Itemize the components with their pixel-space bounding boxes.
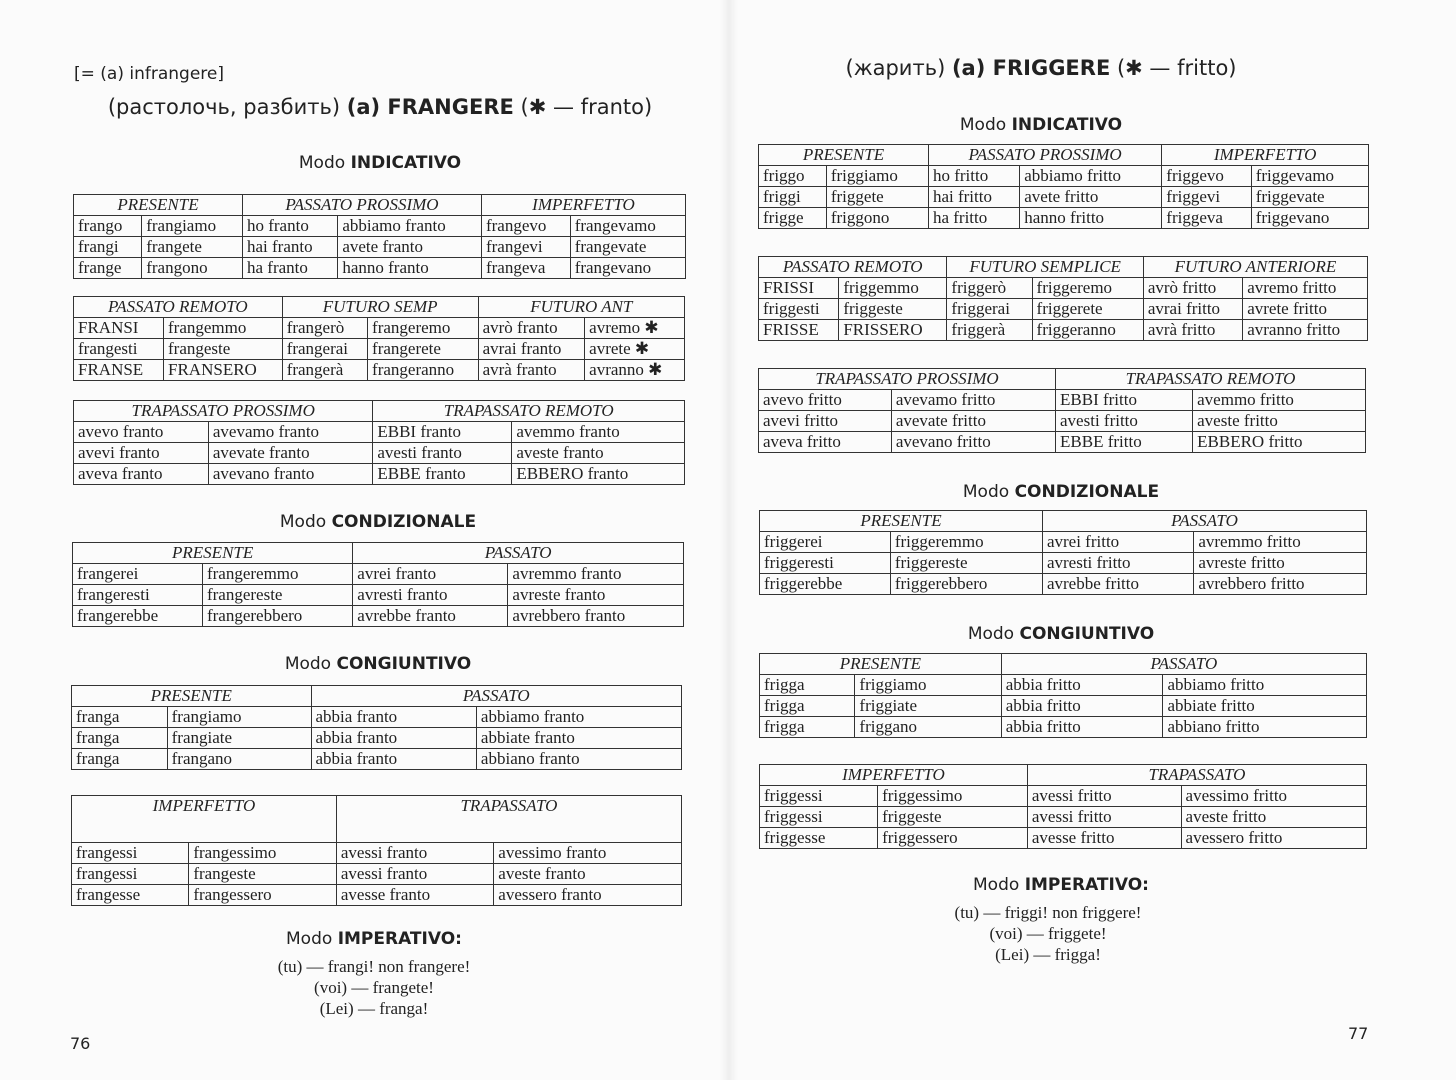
table-cell: friggevano: [1251, 208, 1368, 229]
table-cell: avessimo franto: [494, 843, 682, 864]
table-cell: ho franto: [242, 216, 337, 237]
table-cell: abbia fritto: [1001, 696, 1163, 717]
table-cell: avevano fritto: [891, 432, 1055, 453]
table-row: [72, 728, 682, 749]
table-cell: abbiano fritto: [1163, 717, 1367, 738]
table-cell: frangeste: [164, 339, 283, 360]
auxiliary: (a): [346, 95, 388, 119]
table-cell: avesse fritto: [1027, 828, 1181, 849]
table-cell: friggesse: [760, 828, 878, 849]
table-cell: avevo franto: [74, 422, 209, 443]
table-row: [74, 258, 686, 279]
table-cell: frangessero: [189, 885, 337, 906]
table-cell: friggessi: [760, 786, 878, 807]
table-cell: avresti franto: [353, 585, 508, 606]
header-cell: IMPERFETTO: [72, 796, 337, 843]
table-cell: frangereste: [202, 585, 352, 606]
table-cell: avevano franto: [208, 464, 373, 485]
table-cell: avrai fritto: [1143, 299, 1242, 320]
table-cell: frigga: [760, 675, 855, 696]
table-cell: frangerai: [282, 339, 367, 360]
table-cell: avevi fritto: [759, 411, 892, 432]
mode-congiuntivo-heading: Modo CONGIUNTIVO: [967, 624, 1155, 644]
mode-congiuntivo-heading: Modo CONGIUNTIVO: [284, 654, 472, 674]
table-cell: hanno fritto: [1020, 208, 1162, 229]
table-row: [74, 318, 685, 339]
table-row: [759, 320, 1368, 341]
table-row: [73, 585, 684, 606]
table-cell: frangeremmo: [202, 564, 352, 585]
table-row: [760, 786, 1367, 807]
table-cell: frangevate: [570, 237, 685, 258]
table-condizionale: [72, 542, 684, 627]
table-cell: friggessi: [760, 807, 878, 828]
table-cell: friggereste: [890, 553, 1042, 574]
mode-indicativo-heading: Modo INDICATIVO: [959, 115, 1123, 135]
table-cell: friggeremo: [1032, 278, 1143, 299]
table-row: [74, 443, 685, 464]
table-cell: avessi fritto: [1027, 807, 1181, 828]
table-cell: EBBERO franto: [512, 464, 685, 485]
table-cell: avete franto: [338, 237, 482, 258]
table-cell: EBBI fritto: [1056, 390, 1193, 411]
table-row: [759, 411, 1366, 432]
table-cell: avessi franto: [336, 864, 493, 885]
table-row: [759, 390, 1366, 411]
table-cell: abbiano franto: [476, 749, 681, 770]
table-row: [72, 707, 682, 728]
table-cell: abbiate fritto: [1163, 696, 1367, 717]
table-cell: hai franto: [242, 237, 337, 258]
table-cell: frangeva: [481, 258, 570, 279]
table-cell: frangiamo: [142, 216, 243, 237]
translation: (растолочь, разбить): [107, 95, 347, 119]
table-cell: avrai franto: [478, 339, 585, 360]
mode-condizionale-heading: Modo CONDIZIONALE: [962, 482, 1160, 502]
table-congiuntivo-2: [71, 795, 682, 906]
header-cell: PRESENTE: [73, 543, 353, 564]
header-cell: TRAPASSATO: [336, 796, 681, 843]
table-cell: friggeremmo: [890, 532, 1042, 553]
table-cell: avrete ✱: [585, 339, 685, 360]
mode-imperativo-heading: Modo IMPERATIVO:: [973, 875, 1149, 895]
table-row: [72, 864, 682, 885]
table-cell: avresti fritto: [1042, 553, 1193, 574]
table-cell: FRANSE: [74, 360, 164, 381]
table-cell: friggano: [855, 717, 1001, 738]
header-cell: PRESENTE: [760, 654, 1002, 675]
table-cell: avevamo franto: [208, 422, 373, 443]
header-cell: TRAPASSATO: [1027, 765, 1366, 786]
table-cell: frangeranno: [368, 360, 479, 381]
table-cell: frangeresti: [73, 585, 203, 606]
table-cell: friggerai: [947, 299, 1032, 320]
translation: (жарить): [845, 56, 952, 80]
header-cell: FUTURO ANT: [478, 297, 684, 318]
table-cell: avremo ✱: [585, 318, 685, 339]
table-cell: frangesse: [72, 885, 189, 906]
table-cell: avremmo franto: [508, 564, 684, 585]
table-cell: friggeste: [878, 807, 1028, 828]
imperativo-line: (tu) — friggi! non friggere!: [954, 903, 1142, 922]
table-cell: avreste fritto: [1194, 553, 1367, 574]
header-cell: FUTURO ANTERIORE: [1143, 257, 1367, 278]
table-cell: avevi franto: [74, 443, 209, 464]
table-cell: avemmo fritto: [1193, 390, 1366, 411]
table-congiuntivo-2: [759, 764, 1367, 849]
table-cell: aveste franto: [512, 443, 685, 464]
table-cell: frangerete: [368, 339, 479, 360]
table-row: [72, 749, 682, 770]
table-row: [760, 696, 1367, 717]
table-cell: aveste fritto: [1193, 411, 1366, 432]
table-row: [74, 216, 686, 237]
table-indicativo-1: [758, 144, 1369, 229]
table-cell: avremo fritto: [1243, 278, 1368, 299]
table-indicativo-3: [73, 400, 685, 485]
table-cell: frango: [74, 216, 142, 237]
table-cell: avrà franto: [478, 360, 585, 381]
table-cell: frangevo: [481, 216, 570, 237]
page-number: 76: [70, 1034, 91, 1053]
table-row: [72, 843, 682, 864]
table-cell: frangiate: [167, 728, 311, 749]
header-cell: PASSATO REMOTO: [74, 297, 283, 318]
table-cell: avessimo fritto: [1181, 786, 1366, 807]
table-cell: frangesti: [74, 339, 164, 360]
header-cell: PASSATO PROSSIMO: [928, 145, 1161, 166]
table-row: [759, 278, 1368, 299]
table-cell: FRANSI: [74, 318, 164, 339]
table-cell: frangevano: [570, 258, 685, 279]
table-cell: avesti franto: [373, 443, 512, 464]
table-row: [760, 717, 1367, 738]
table-cell: friggerebbe: [760, 574, 891, 595]
table-cell: friggi: [759, 187, 827, 208]
table-cell: friggemmo: [839, 278, 947, 299]
table-cell: friggevamo: [1251, 166, 1368, 187]
table-cell: avessero franto: [494, 885, 682, 906]
table-cell: frangevi: [481, 237, 570, 258]
table-row: [74, 360, 685, 381]
table-cell: frigga: [760, 717, 855, 738]
table-cell: ha franto: [242, 258, 337, 279]
header-cell: PRESENTE: [74, 195, 243, 216]
table-indicativo-2: [758, 256, 1368, 341]
header-cell: PASSATO: [1001, 654, 1366, 675]
participle: (✱ — franto): [513, 95, 653, 119]
table-cell: avrebbe fritto: [1042, 574, 1193, 595]
table-cell: avete fritto: [1020, 187, 1162, 208]
table-cell: friggerebbero: [890, 574, 1042, 595]
table-row: [74, 422, 685, 443]
header-cell: PASSATO: [353, 543, 684, 564]
table-cell: avrà fritto: [1143, 320, 1242, 341]
table-row: [759, 432, 1366, 453]
table-cell: avrò fritto: [1143, 278, 1242, 299]
header-cell: TRAPASSATO REMOTO: [373, 401, 685, 422]
table-cell: frangevamo: [570, 216, 685, 237]
table-cell: friggeranno: [1032, 320, 1143, 341]
table-cell: avevo fritto: [759, 390, 892, 411]
header-cell: FUTURO SEMPLICE: [947, 257, 1143, 278]
table-congiuntivo-1: [71, 685, 682, 770]
table-indicativo-2: [73, 296, 685, 381]
table-cell: friggessero: [878, 828, 1028, 849]
table-cell: abbiamo fritto: [1020, 166, 1162, 187]
table-cell: avrebbero franto: [508, 606, 684, 627]
table-cell: aveste fritto: [1181, 807, 1366, 828]
table-cell: abbia franto: [311, 749, 476, 770]
header-cell: PASSATO: [1042, 511, 1366, 532]
table-cell: avevate franto: [208, 443, 373, 464]
table-cell: avessi franto: [336, 843, 493, 864]
table-cell: abbia fritto: [1001, 717, 1163, 738]
table-cell: ha fritto: [928, 208, 1019, 229]
table-cell: FRANSERO: [164, 360, 283, 381]
table-cell: avranno ✱: [585, 360, 685, 381]
table-cell: friggeva: [1162, 208, 1251, 229]
table-cell: aveva franto: [74, 464, 209, 485]
table-row: [760, 828, 1367, 849]
table-row: [760, 532, 1367, 553]
table-cell: avrei franto: [353, 564, 508, 585]
table-row: [759, 299, 1368, 320]
table-cell: hai fritto: [928, 187, 1019, 208]
right-page: [728, 0, 1456, 1080]
table-cell: frangerebbero: [202, 606, 352, 627]
table-row: [760, 553, 1367, 574]
table-cell: avesse franto: [336, 885, 493, 906]
table-cell: hanno franto: [338, 258, 482, 279]
table-cell: avrò franto: [478, 318, 585, 339]
table-row: [72, 885, 682, 906]
table-cell: friggiate: [855, 696, 1001, 717]
table-cell: avremmo fritto: [1194, 532, 1367, 553]
table-cell: EBBE fritto: [1056, 432, 1193, 453]
table-cell: ho fritto: [928, 166, 1019, 187]
header-cell: IMPERFETTO: [1162, 145, 1369, 166]
verb-title: [728, 56, 1354, 80]
table-cell: frigga: [760, 696, 855, 717]
table-cell: EBBI franto: [373, 422, 512, 443]
header-cell: PASSATO: [311, 686, 681, 707]
table-cell: franga: [72, 707, 168, 728]
table-row: [760, 807, 1367, 828]
table-indicativo-3: [758, 368, 1366, 453]
table-cell: frangi: [74, 237, 142, 258]
table-cell: friggeresti: [760, 553, 891, 574]
table-row: [759, 208, 1369, 229]
table-cell: frangerebbe: [73, 606, 203, 627]
table-cell: friggo: [759, 166, 827, 187]
mode-indicativo-heading: Modo INDICATIVO: [298, 153, 462, 173]
table-cell: friggeste: [839, 299, 947, 320]
header-cell: TRAPASSATO REMOTO: [1056, 369, 1366, 390]
table-cell: avevate fritto: [891, 411, 1055, 432]
table-cell: FRISSI: [759, 278, 839, 299]
table-cell: frangessi: [72, 864, 189, 885]
table-cell: frangiamo: [167, 707, 311, 728]
table-cell: FRISSERO: [839, 320, 947, 341]
table-row: [760, 574, 1367, 595]
table-cell: friggerei: [760, 532, 891, 553]
table-cell: friggesti: [759, 299, 839, 320]
table-cell: frangessimo: [189, 843, 337, 864]
table-condizionale: [759, 510, 1367, 595]
table-cell: friggiamo: [826, 166, 928, 187]
table-cell: friggiamo: [855, 675, 1001, 696]
imperativo-forms: [728, 902, 1368, 965]
imperativo-line: (Lei) — frigga!: [995, 945, 1101, 964]
header-cell: PRESENTE: [72, 686, 312, 707]
mode-condizionale-heading: Modo CONDIZIONALE: [279, 512, 477, 532]
header-cell: TRAPASSATO PROSSIMO: [759, 369, 1056, 390]
table-indicativo-1: [73, 194, 686, 279]
table-row: [759, 187, 1369, 208]
table-cell: franga: [72, 749, 168, 770]
table-cell: avessero fritto: [1181, 828, 1366, 849]
table-cell: friggerò: [947, 278, 1032, 299]
table-cell: friggete: [826, 187, 928, 208]
table-cell: avrei fritto: [1042, 532, 1193, 553]
mode-imperativo-heading: Modo IMPERATIVO:: [286, 929, 462, 949]
header-cell: PASSATO REMOTO: [759, 257, 947, 278]
table-row: [760, 675, 1367, 696]
table-row: [74, 237, 686, 258]
header-cell: TRAPASSATO PROSSIMO: [74, 401, 373, 422]
table-row: [74, 339, 685, 360]
table-cell: avesti fritto: [1056, 411, 1193, 432]
table-cell: avevamo fritto: [891, 390, 1055, 411]
table-cell: avessi fritto: [1027, 786, 1181, 807]
table-cell: avrebbero fritto: [1194, 574, 1367, 595]
table-cell: frangerei: [73, 564, 203, 585]
table-cell: abbiamo franto: [476, 707, 681, 728]
page-number: 77: [1348, 1024, 1369, 1043]
table-cell: frangete: [142, 237, 243, 258]
table-cell: frangemmo: [164, 318, 283, 339]
header-cell: PASSATO PROSSIMO: [242, 195, 481, 216]
verb-title: [0, 95, 760, 119]
table-cell: avranno fritto: [1243, 320, 1368, 341]
table-cell: avemmo franto: [512, 422, 685, 443]
table-cell: aveste franto: [494, 864, 682, 885]
table-cell: frangeremo: [368, 318, 479, 339]
table-cell: EBBERO fritto: [1193, 432, 1366, 453]
table-cell: frange: [74, 258, 142, 279]
header-cell: FUTURO SEMP: [282, 297, 478, 318]
table-cell: frigge: [759, 208, 827, 229]
table-cell: friggevate: [1251, 187, 1368, 208]
participle: (✱ — fritto): [1110, 56, 1237, 80]
header-cell: PRESENTE: [760, 511, 1043, 532]
table-cell: abbia franto: [311, 707, 476, 728]
auxiliary: (a): [951, 56, 993, 80]
table-cell: EBBE franto: [373, 464, 512, 485]
table-cell: aveva fritto: [759, 432, 892, 453]
imperativo-line: (tu) — frangi! non frangere!: [277, 957, 471, 976]
table-cell: abbia franto: [311, 728, 476, 749]
table-row: [759, 166, 1369, 187]
table-cell: abbiamo fritto: [1163, 675, 1367, 696]
table-cell: frangerà: [282, 360, 367, 381]
table-cell: avrete fritto: [1243, 299, 1368, 320]
table-cell: frangessi: [72, 843, 189, 864]
table-cell: friggono: [826, 208, 928, 229]
table-cell: frangono: [142, 258, 243, 279]
header-cell: PRESENTE: [759, 145, 929, 166]
table-cell: abbiate franto: [476, 728, 681, 749]
verb-infinitive: FRIGGERE: [992, 56, 1111, 80]
table-cell: frangano: [167, 749, 311, 770]
table-cell: abbiamo franto: [338, 216, 482, 237]
table-cell: abbia fritto: [1001, 675, 1163, 696]
table-row: [73, 564, 684, 585]
cross-reference: [= (a) infrangere]: [74, 64, 224, 84]
table-congiuntivo-1: [759, 653, 1367, 738]
verb-infinitive: FRANGERE: [387, 95, 514, 119]
table-cell: FRISSE: [759, 320, 839, 341]
table-cell: avrebbe franto: [353, 606, 508, 627]
table-cell: franga: [72, 728, 168, 749]
table-row: [73, 606, 684, 627]
table-cell: friggerà: [947, 320, 1032, 341]
table-row: [74, 464, 685, 485]
imperativo-line: (voi) — frangete!: [314, 978, 434, 997]
table-cell: friggerete: [1032, 299, 1143, 320]
table-cell: friggevo: [1162, 166, 1251, 187]
imperativo-line: (Lei) — franga!: [319, 999, 429, 1018]
table-cell: frangerò: [282, 318, 367, 339]
table-cell: avreste franto: [508, 585, 684, 606]
imperativo-forms: [0, 956, 748, 1019]
header-cell: IMPERFETTO: [760, 765, 1028, 786]
imperativo-line: (voi) — friggete!: [989, 924, 1107, 943]
header-cell: IMPERFETTO: [481, 195, 685, 216]
table-cell: frangeste: [189, 864, 337, 885]
table-cell: friggessimo: [878, 786, 1028, 807]
table-cell: friggevi: [1162, 187, 1251, 208]
